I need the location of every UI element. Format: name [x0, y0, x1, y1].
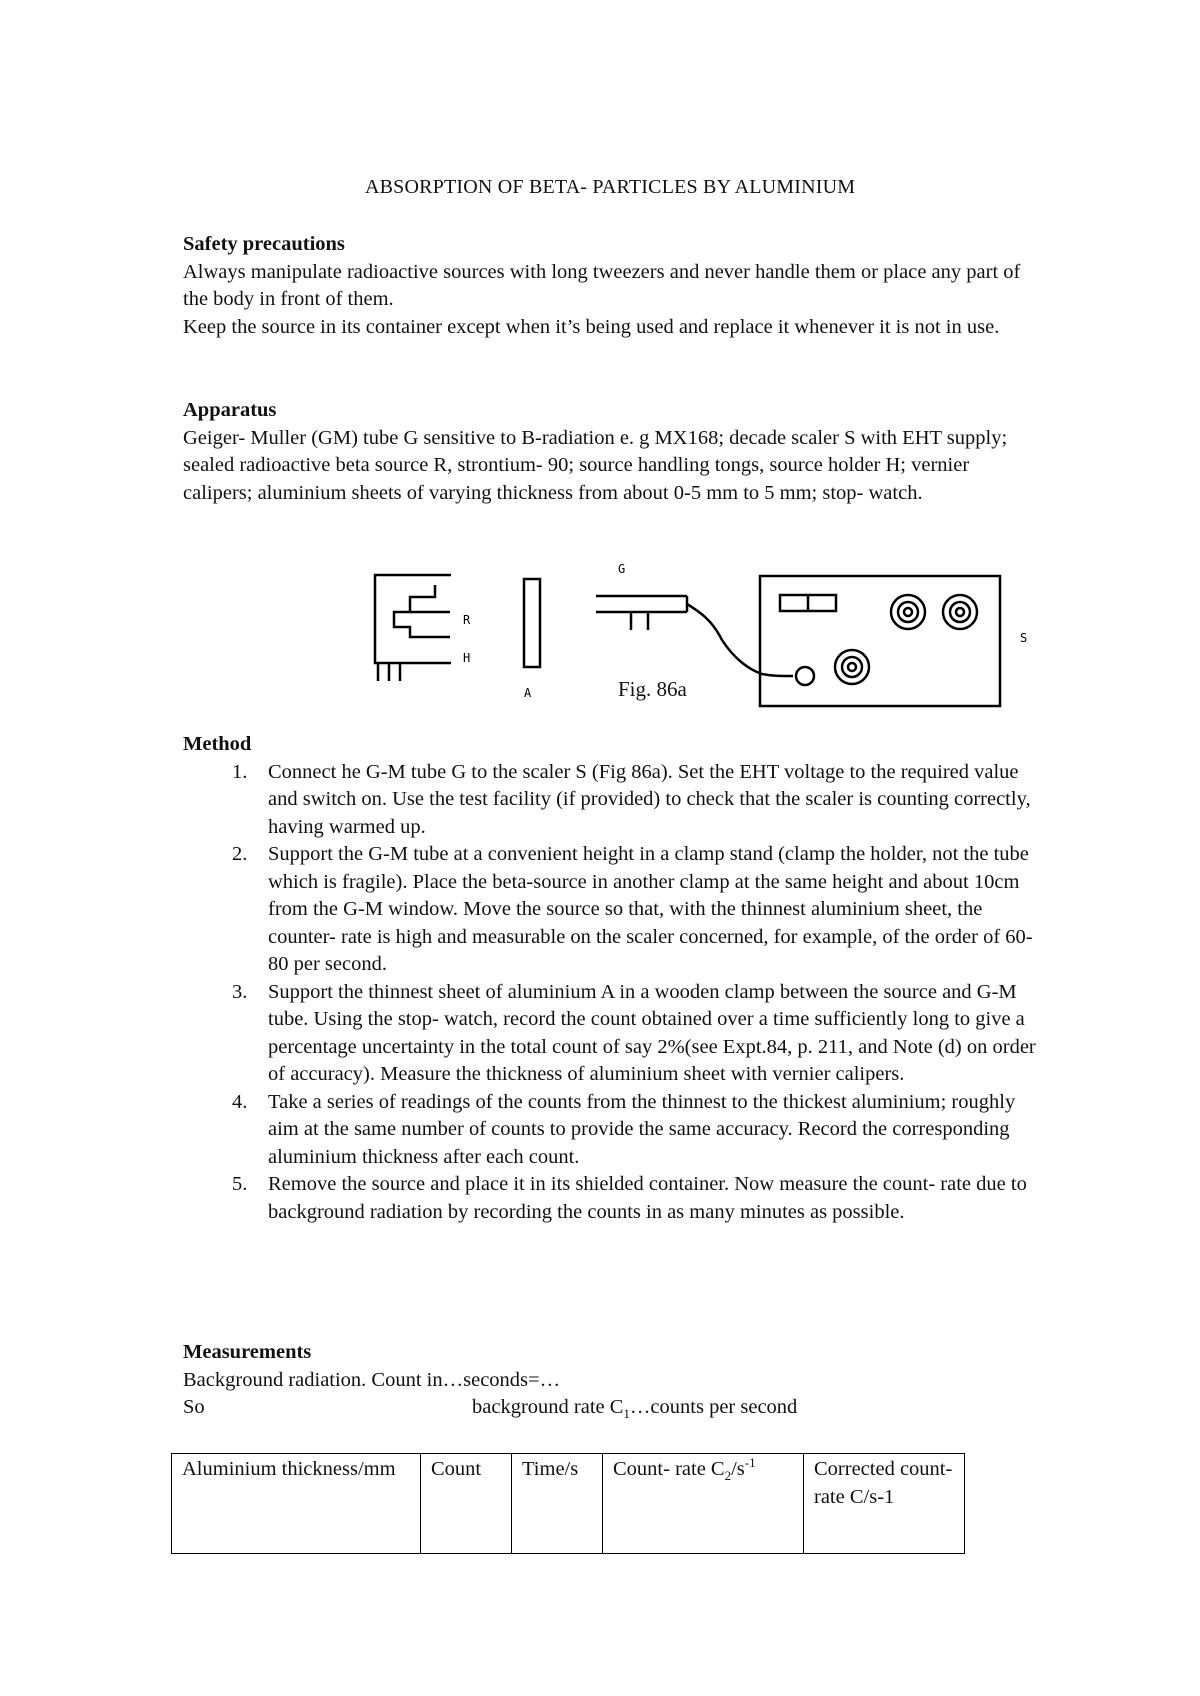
scaler-knob-2	[943, 595, 977, 629]
step-text: Connect he G-M tube G to the scaler S (Fig 86a). Set the EHT voltage to the required value and switch on. Use the test facility (if provided) to check that the scaler is counting correctly, having warmed up.	[268, 760, 1031, 838]
step-number: 4.	[232, 1090, 248, 1113]
step-number: 3.	[232, 980, 248, 1003]
label-r: R	[463, 613, 471, 627]
scaler-input-socket	[796, 667, 814, 685]
measurements-heading: Measurements	[183, 1341, 312, 1363]
method-heading: Method	[183, 733, 252, 755]
header-count: Count	[421, 1454, 512, 1554]
gm-tube-legs	[631, 612, 648, 630]
count-rate-sup: -1	[744, 1455, 756, 1471]
safety-paragraph-2: Keep the source in its container except when it’s being used and replace it whenever it is not in use.	[183, 315, 1000, 338]
apparatus-heading: Apparatus	[183, 399, 277, 421]
rate-subscript: 1	[623, 1406, 630, 1422]
method-step	[183, 1089, 1043, 1172]
rate-suffix: …counts per second	[629, 1396, 798, 1418]
apparatus-diagram	[0, 0, 1200, 720]
method-step	[183, 759, 1043, 842]
figure-caption: Fig. 86a	[618, 677, 687, 701]
header-time: Time/s	[512, 1454, 603, 1554]
count-rate-sub: 2	[724, 1468, 732, 1484]
method-section	[183, 731, 1043, 1226]
header-corrected-rate: Corrected count- rate C/s-1	[804, 1454, 965, 1554]
step-text: Support the G-M tube at a convenient height in a clamp stand (clamp the holder, not the tube which is fragile). Place the beta-source in another clamp at the same height and about 10cm from the G-M window. Move the source so that, with the thinnest aluminium sheet, the counter- rate is high and measurable on the scaler concerned, for example, of the order of 60-80 per second.	[268, 843, 1033, 975]
count-rate-unit: /s	[731, 1458, 745, 1480]
step-number: 1.	[232, 760, 248, 783]
count-rate-prefix: Count- rate C	[613, 1458, 725, 1480]
step-text: Take a series of readings of the counts from the thinnest to the thickest aluminium; roughly aim at the same number of counts to provide the same accuracy. Record the corresponding aluminium thickness after each count.	[268, 1090, 1016, 1168]
background-line: Background radiation. Count in…seconds=…	[183, 1368, 561, 1391]
page-title: ABSORPTION OF BETA- PARTICLES BY ALUMINIUM	[365, 176, 856, 198]
label-h: H	[463, 651, 471, 665]
safety-heading: Safety precautions	[183, 233, 345, 255]
table-header-row	[172, 1454, 965, 1554]
label-s: S	[1020, 631, 1028, 645]
label-g: G	[618, 562, 626, 576]
so-label: So	[183, 1396, 205, 1418]
method-step	[183, 979, 1043, 1089]
background-rate-line	[183, 1394, 1043, 1422]
rate-prefix: background rate C	[472, 1396, 624, 1418]
method-step	[183, 1171, 1043, 1226]
method-step	[183, 841, 1043, 979]
source-holder-outline	[375, 575, 451, 663]
step-text: Remove the source and place it in its shielded container. Now measure the count- rate due to background radiation by recording the counts in as many minutes as possible.	[268, 1173, 1027, 1223]
aluminium-sheet-a	[524, 579, 540, 667]
scaler-knob-3	[835, 650, 869, 684]
step-text: Support the thinnest sheet of aluminium A in a wooden clamp between the source and G-M tube. Using the stop- watch, record the count obtained over a time sufficiently long to give a percentage uncertainty in the total count of say 2%(see Expt.84, p. 211, and Note (d) on order of accuracy). Measure the thickness of aluminium sheet with vernier calipers.	[268, 980, 1036, 1085]
measurements-table	[171, 1453, 965, 1554]
step-number: 2.	[232, 843, 248, 865]
apparatus-paragraph: Geiger- Muller (GM) tube G sensitive to B-radiation e. g MX168; decade scaler S with EHT supply; sealed radioactive beta source R, strontium- 90; source handling tongs, source holder H; vernier calipers; aluminium sheets of varying thickness from about 0-5 mm to 5 mm; stop- watch.	[183, 426, 1008, 504]
label-a: A	[524, 686, 532, 700]
source-holder-legs	[378, 663, 400, 681]
gm-cable	[687, 604, 793, 676]
method-steps	[183, 759, 1043, 1227]
background-rate	[472, 1394, 797, 1422]
gm-tube-g	[596, 596, 687, 612]
scaler-knob-1	[891, 595, 925, 629]
safety-paragraph-1: Always manipulate radioactive sources with long tweezers and never handle them or place any part of the body in front of them.	[183, 260, 1021, 310]
header-count-rate	[603, 1454, 804, 1554]
measurements-section	[183, 1339, 1043, 1422]
header-thickness: Aluminium thickness/mm	[172, 1454, 421, 1554]
step-number: 5.	[232, 1173, 248, 1195]
